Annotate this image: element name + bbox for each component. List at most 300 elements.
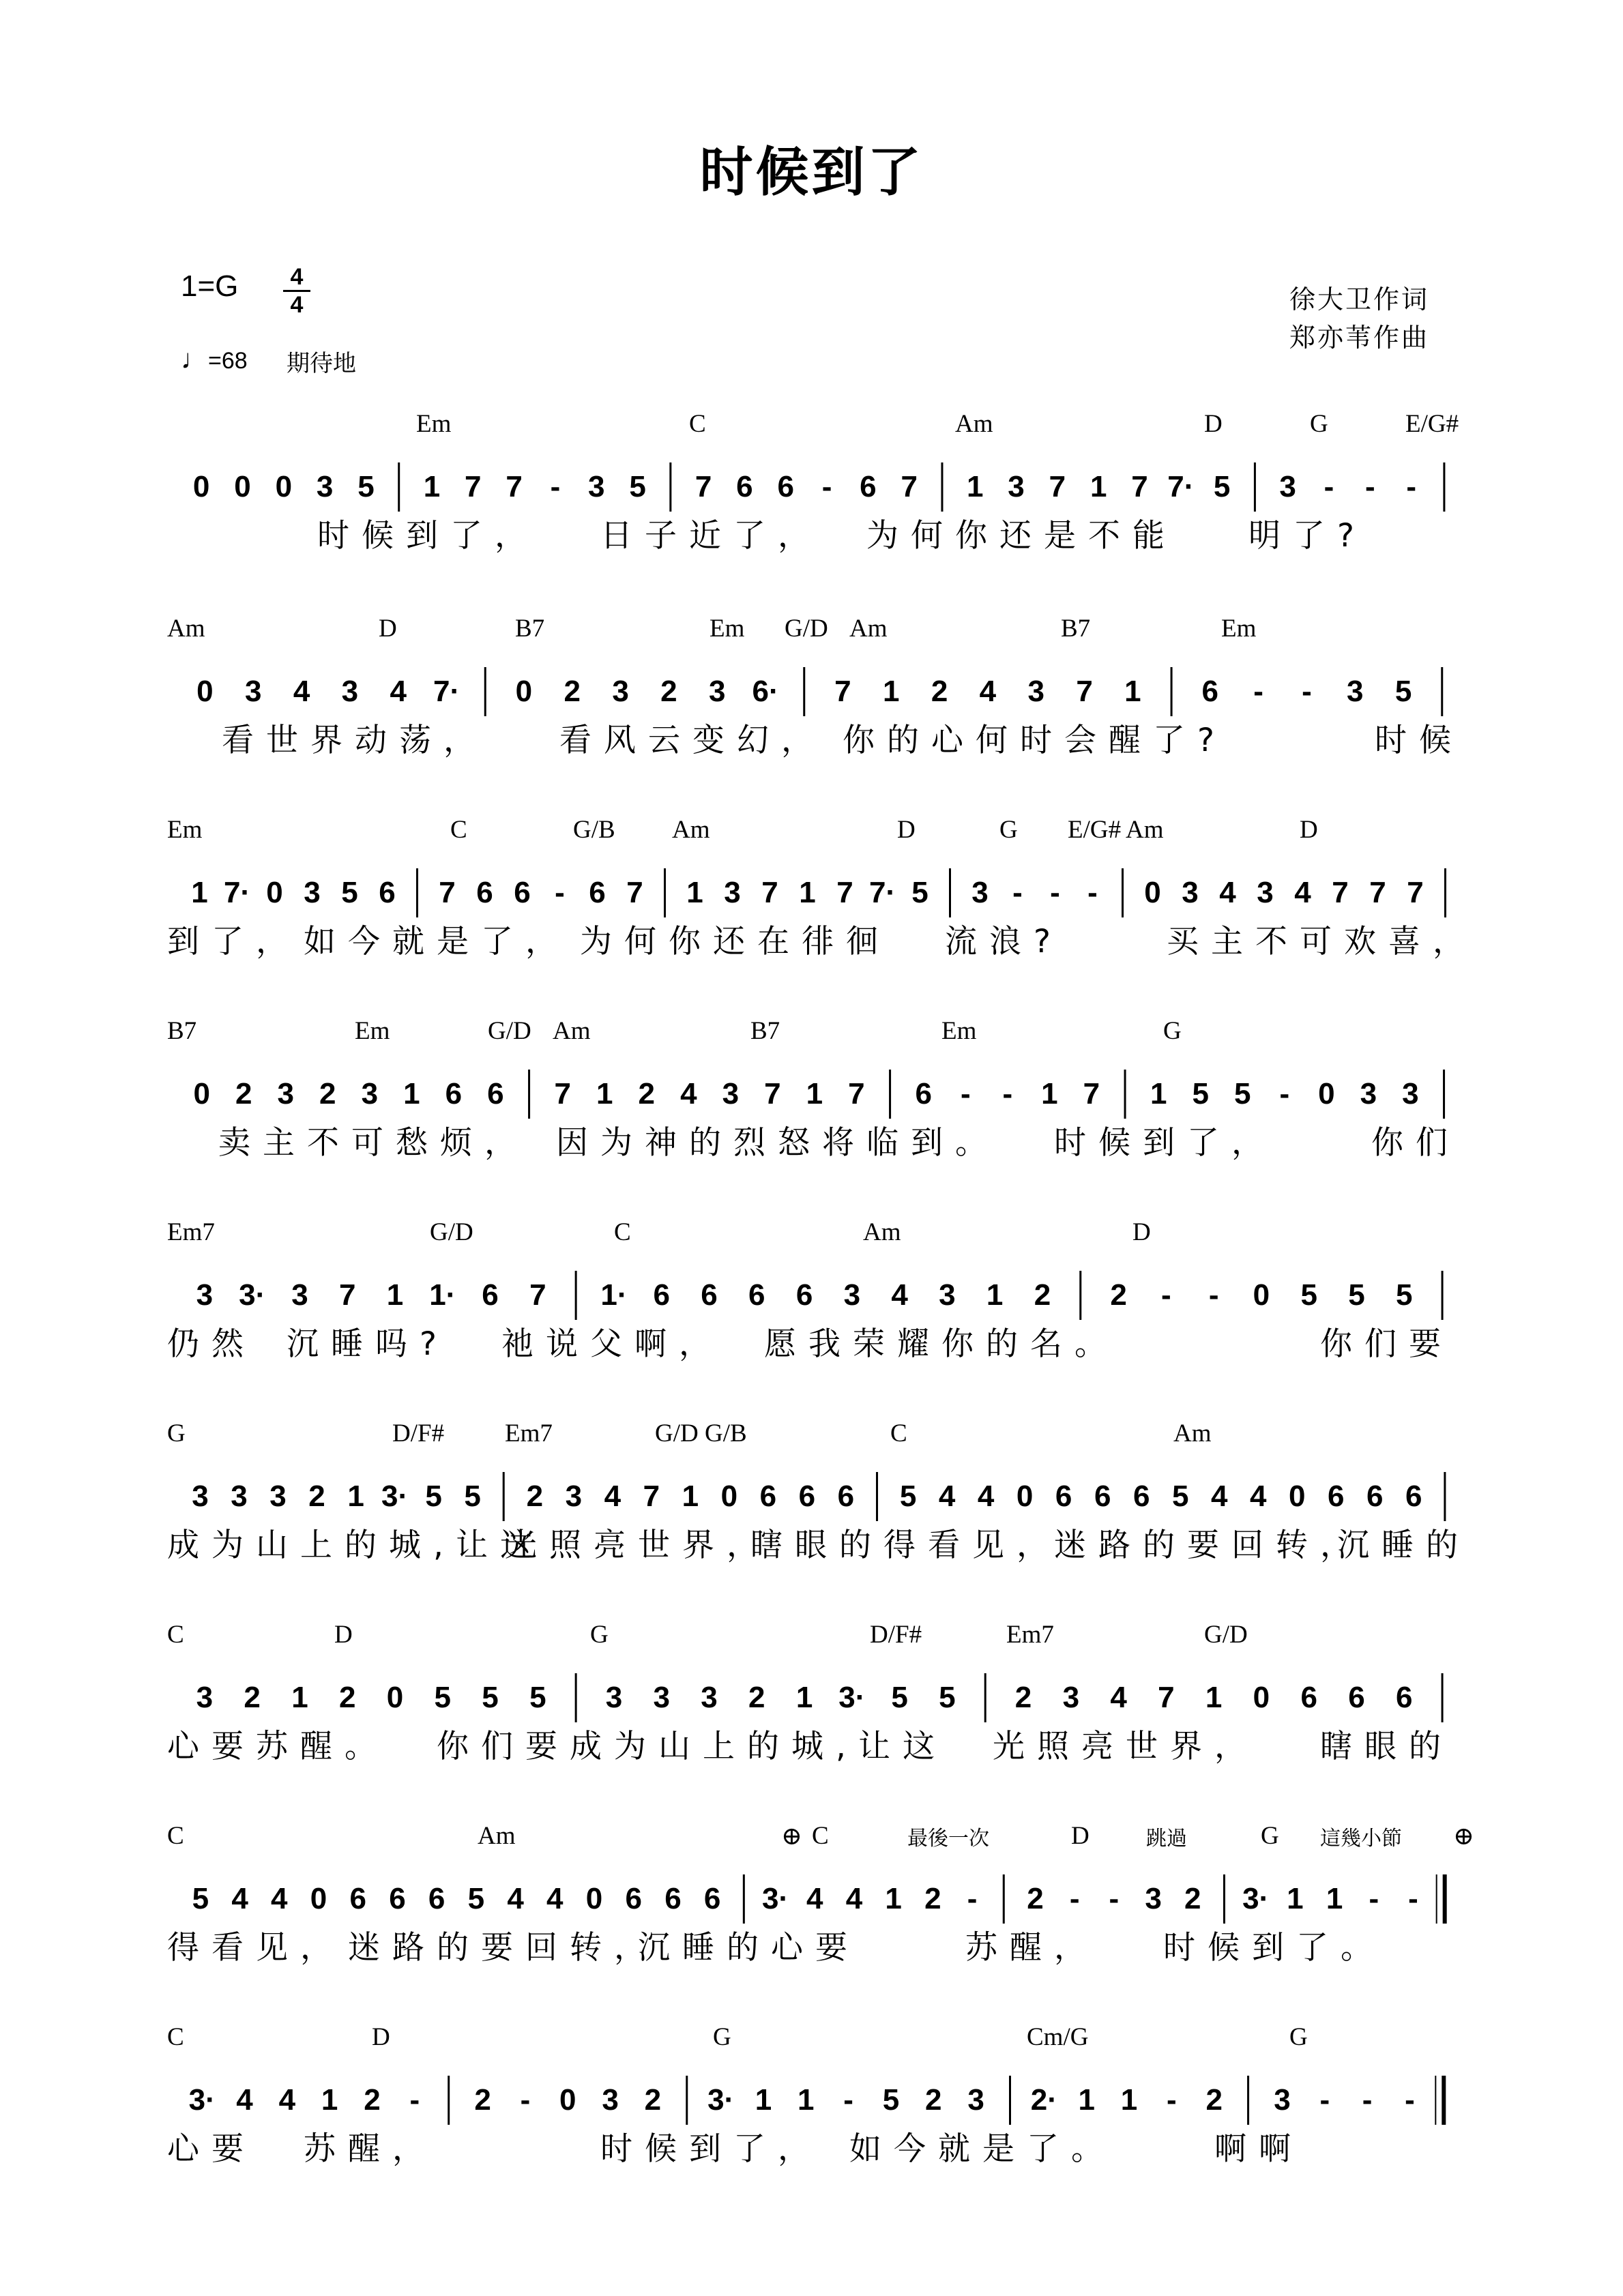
lyric-text: 如今就是了。 xyxy=(849,2130,1115,2168)
note-number: 5 xyxy=(482,1681,499,1714)
note-number: 6 xyxy=(389,1882,406,1915)
expression-mark: 期待地 xyxy=(287,350,356,377)
note-number: 3 xyxy=(196,1278,214,1312)
note-number: 2 xyxy=(931,675,948,708)
chord-row xyxy=(167,2022,1463,2057)
note-number: 5 xyxy=(529,1681,546,1714)
chord-symbol: G/D xyxy=(488,1017,531,1045)
song-title: 时候到了 xyxy=(699,142,924,203)
system-2 xyxy=(167,614,1463,791)
note-number: 4 xyxy=(507,1882,524,1915)
note-number: 1 xyxy=(423,470,441,503)
note-number: 6 xyxy=(428,1882,445,1915)
note-number: 1 xyxy=(1287,1882,1304,1915)
note-number: 4 xyxy=(806,1882,823,1915)
dash-sustain: - xyxy=(1364,470,1375,503)
lyric-row xyxy=(174,715,1463,763)
note-number: 6 xyxy=(1396,1681,1413,1714)
chord-symbol: Am xyxy=(478,1822,516,1850)
note-number: 7 xyxy=(761,876,778,909)
note-number: 6 xyxy=(482,1278,499,1312)
chord-symbol: C xyxy=(614,1218,631,1246)
time-signature-bottom: 4 xyxy=(290,292,304,318)
lyric-text: 为何你还是不能 xyxy=(866,517,1177,555)
note-number: 7 xyxy=(465,470,482,503)
time-signature-top: 4 xyxy=(290,264,304,290)
note-number: 3 xyxy=(1062,1681,1080,1714)
tempo-mark xyxy=(181,344,248,375)
time-signature xyxy=(283,265,310,317)
note-number: 0 xyxy=(585,1882,603,1915)
note-number: 5 xyxy=(1394,675,1412,708)
note-number: 2 xyxy=(474,2083,491,2117)
lyric-text: 心要苏醒。 xyxy=(167,1728,389,1765)
chord-symbol: Am xyxy=(1126,816,1164,844)
dash-sustain: - xyxy=(550,470,561,503)
note-number: 1 xyxy=(799,876,816,909)
note-number: 0 xyxy=(559,2083,576,2117)
note-number: 4 xyxy=(231,1882,248,1915)
chord-symbol: Am xyxy=(955,410,993,438)
note-number: 5 xyxy=(1300,1278,1317,1312)
chord-symbol: Em xyxy=(416,410,452,438)
note-number: 7 xyxy=(626,876,643,909)
lyric-text: 迷路的要回转， xyxy=(1054,1527,1364,1564)
note-number: 1 xyxy=(1326,1882,1343,1915)
lyric-text: 明了? xyxy=(1248,517,1366,555)
note-number: 3 xyxy=(709,675,726,708)
note-number: 7 xyxy=(836,876,853,909)
lyric-text: 卖主不可愁烦， xyxy=(218,1124,529,1162)
lyric-text: 祂说父啊， xyxy=(501,1325,723,1363)
note-number: 4 xyxy=(236,2083,253,2117)
lyric-row xyxy=(167,916,1477,964)
note-number: 3 xyxy=(316,470,334,503)
note-number: 6 xyxy=(589,876,606,909)
note-number: 5 xyxy=(357,470,375,503)
lyric-text: 成为山上的城,让这 xyxy=(167,1527,544,1564)
note-number: 6 xyxy=(514,876,531,909)
note-number: 6 xyxy=(915,1077,933,1110)
note-number: 3 xyxy=(341,675,359,708)
dash-sustain: - xyxy=(843,2083,853,2117)
note-number: 6 xyxy=(703,1882,721,1915)
note-number: 2 xyxy=(235,1077,252,1110)
note-number: 1 xyxy=(1041,1077,1058,1110)
note-number: 6 xyxy=(759,1480,777,1513)
note-number: 7· xyxy=(868,876,896,909)
note-number: 7· xyxy=(1167,470,1195,503)
dash-sustain: - xyxy=(1208,1278,1219,1312)
note-number: 6 xyxy=(860,470,877,503)
lyric-text: 看世界动荡， xyxy=(222,722,488,759)
note-number: 1 xyxy=(885,1882,902,1915)
note-number: 1 xyxy=(1120,2083,1138,2117)
dash-sustain: - xyxy=(1279,1077,1290,1110)
chord-symbol: C xyxy=(689,410,706,438)
chord-symbol: G xyxy=(999,816,1018,844)
note-number: 0 xyxy=(386,1681,404,1714)
note-number: 0 xyxy=(1253,1278,1270,1312)
chord-symbol: D xyxy=(379,615,397,643)
note-number: 2 xyxy=(338,1681,356,1714)
note-number: 7· xyxy=(433,675,460,708)
system-4 xyxy=(167,1016,1463,1194)
note-number: 7 xyxy=(338,1278,356,1312)
note-number: 5 xyxy=(1213,470,1231,503)
chord-symbol: Em xyxy=(941,1017,977,1045)
note-number: 0 xyxy=(193,1077,210,1110)
note-number: 5 xyxy=(434,1681,452,1714)
note-number: 2 xyxy=(925,2083,942,2117)
system-8 xyxy=(167,1821,1475,1999)
note-number: 6 xyxy=(795,1278,813,1312)
note-number: 5 xyxy=(939,1681,956,1714)
chord-row xyxy=(167,1821,1475,1855)
note-number: 3 xyxy=(1347,675,1364,708)
chord-symbol: D/F# xyxy=(392,1419,445,1447)
note-number: 4 xyxy=(1294,876,1311,909)
chord-symbol: C xyxy=(890,1419,907,1447)
note-number: 6 xyxy=(653,1278,670,1312)
note-number: 1 xyxy=(386,1278,404,1312)
note-number: 7 xyxy=(529,1278,546,1312)
note-number: 3 xyxy=(939,1278,956,1312)
note-number: 7 xyxy=(554,1077,572,1110)
lyric-text: 瞎眼的得看见， xyxy=(750,1527,1061,1564)
note-number: 2 xyxy=(1027,1882,1044,1915)
note-number: 6 xyxy=(379,876,396,909)
chord-symbol: Em xyxy=(355,1017,390,1045)
lyric-row xyxy=(174,1117,1463,1165)
chord-symbol: G/B xyxy=(573,816,615,844)
chord-symbol: Am xyxy=(553,1017,591,1045)
system-6 xyxy=(167,1419,1470,1596)
note-number: 7 xyxy=(1083,1077,1100,1110)
dash-sustain: - xyxy=(1050,876,1060,909)
note-number: 4 xyxy=(1219,876,1236,909)
note-number: 3 xyxy=(269,1480,287,1513)
notation-line xyxy=(174,1668,1463,1729)
note-number: 7 xyxy=(1369,876,1386,909)
note-number: 6 xyxy=(487,1077,504,1110)
note-number: 4 xyxy=(1210,1480,1228,1513)
chord-symbol: Am xyxy=(1173,1419,1212,1447)
lyric-text: 得看见， xyxy=(167,1929,345,1967)
note-number: 7· xyxy=(223,876,251,909)
chord-symbol: D xyxy=(1132,1218,1151,1246)
chord-symbol: Em7 xyxy=(505,1419,553,1447)
note-number: 5 xyxy=(891,1681,908,1714)
key-signature: 1=G xyxy=(181,269,239,303)
note-number: 2 xyxy=(1184,1882,1201,1915)
chord-symbol: G xyxy=(590,1621,609,1649)
lyric-text: 时候到了， xyxy=(317,517,539,555)
chord-symbol: Cm/G xyxy=(1027,2023,1089,2051)
lyric-text: 为何你还在徘徊 xyxy=(580,923,890,960)
note-number: 4 xyxy=(278,2083,296,2117)
note-number: 3 xyxy=(291,1278,308,1312)
note-number: 4 xyxy=(390,675,407,708)
note-number: 6 xyxy=(736,470,753,503)
note-number: 1 xyxy=(596,1077,613,1110)
system-1 xyxy=(174,409,1463,587)
note-number: 6 xyxy=(1328,1480,1345,1513)
dash-sustain: - xyxy=(967,1882,978,1915)
lyric-row xyxy=(167,1520,1470,1568)
note-number: 3 xyxy=(602,2083,619,2117)
lyric-text: 沉睡的 xyxy=(1337,1527,1470,1564)
chord-symbol: D xyxy=(897,816,916,844)
note-number: 6 xyxy=(1201,675,1218,708)
chord-symbol: C xyxy=(167,2023,184,2051)
note-number: 0 xyxy=(310,1882,327,1915)
lyric-text: 你的心何时会醒了? xyxy=(843,722,1227,759)
lyric-text: 迷路的要回转， xyxy=(348,1929,658,1967)
note-number: 5 xyxy=(464,1480,481,1513)
note-number: 3 xyxy=(653,1681,670,1714)
note-number: 5 xyxy=(192,1882,209,1915)
note-number: 2 xyxy=(1014,1681,1032,1714)
note-number: 1 xyxy=(403,1077,420,1110)
quarter-note-icon: ♩ xyxy=(181,344,208,374)
lyric-text: 时候 xyxy=(1375,722,1463,759)
dash-sustain: - xyxy=(1319,2083,1330,2117)
dash-sustain: - xyxy=(1405,2083,1415,2117)
note-number: 6 xyxy=(1348,1681,1365,1714)
note-number: 0 xyxy=(1289,1480,1306,1513)
chord-symbol: D xyxy=(334,1621,353,1649)
notation-line xyxy=(174,1265,1463,1327)
note-number: 5 xyxy=(1348,1278,1365,1312)
note-number: 3 xyxy=(1182,876,1199,909)
note-number: 5 xyxy=(467,1882,485,1915)
tempo-value: =68 xyxy=(208,348,248,374)
note-number: 4 xyxy=(604,1480,622,1513)
chord-symbol: G/D G/B xyxy=(655,1419,747,1447)
lyric-text: 因为神的烈怒将临到。 xyxy=(556,1124,999,1162)
chord-symbol: D xyxy=(1300,816,1318,844)
note-number: 1· xyxy=(600,1278,628,1312)
note-number: 0 xyxy=(1144,876,1161,909)
note-number: 4 xyxy=(891,1278,908,1312)
chord-symbol: Am xyxy=(672,816,710,844)
coda-icon: ⊕ xyxy=(1453,1823,1475,1851)
note-number: 1 xyxy=(798,2083,815,2117)
dash-sustain: - xyxy=(1161,1278,1171,1312)
note-number: 5 xyxy=(425,1480,442,1513)
notation-line xyxy=(174,863,1463,924)
system-3 xyxy=(167,815,1477,992)
note-number: 0 xyxy=(1318,1077,1335,1110)
chord-symbol: Am xyxy=(167,615,205,643)
dash-sustain: - xyxy=(1253,675,1263,708)
note-number: 5 xyxy=(341,876,358,909)
note-number: 3 xyxy=(605,1681,623,1714)
note-number: 2 xyxy=(364,2083,381,2117)
note-number: 1 xyxy=(806,1077,823,1110)
lyric-text: 到了， xyxy=(167,923,300,960)
chord-row xyxy=(167,1016,1463,1050)
lyric-text: 买主不可欢喜， xyxy=(1167,923,1477,960)
note-number: 3 xyxy=(843,1278,861,1312)
chord-row xyxy=(167,1620,1463,1654)
note-number: 0 xyxy=(1253,1681,1270,1714)
note-number: 3 xyxy=(967,2083,984,2117)
note-number: 0 xyxy=(192,470,210,503)
note-number: 3 xyxy=(245,675,262,708)
notation-line xyxy=(174,457,1463,518)
system-5 xyxy=(167,1218,1463,1395)
note-number: 3 xyxy=(277,1077,295,1110)
note-number: 6 xyxy=(1405,1480,1422,1513)
chord-symbol: D xyxy=(1071,1822,1090,1850)
note-number: 3 xyxy=(1145,1882,1162,1915)
note-number: 7 xyxy=(1158,1681,1175,1714)
lyric-text: 愿我荣耀你的名。 xyxy=(764,1325,1119,1363)
note-number: 6 xyxy=(777,470,794,503)
note-number: 3· xyxy=(188,2083,216,2117)
composer-credit: 郑亦苇作曲 xyxy=(1289,323,1430,353)
note-number: 3 xyxy=(1279,470,1296,503)
lyric-text: 看风云变幻， xyxy=(559,722,825,759)
note-number: 4 xyxy=(845,1882,863,1915)
note-number: 4 xyxy=(293,675,310,708)
lyric-text: 沉睡吗? xyxy=(287,1325,449,1363)
chord-symbol: G/D xyxy=(785,615,828,643)
note-number: 1 xyxy=(1090,470,1107,503)
note-number: 6 xyxy=(625,1882,642,1915)
chord-symbol: B7 xyxy=(750,1017,780,1045)
note-number: 2 xyxy=(526,1480,544,1513)
chord-symbol: G xyxy=(167,1419,186,1447)
dash-sustain: - xyxy=(1302,675,1312,708)
notation-line xyxy=(174,1064,1463,1125)
note-number: 7 xyxy=(848,1077,865,1110)
dash-sustain: - xyxy=(1087,876,1098,909)
note-number: 7 xyxy=(1049,470,1066,503)
note-number: 3 xyxy=(192,1480,209,1513)
note-number: 4 xyxy=(979,675,997,708)
dash-sustain: - xyxy=(520,2083,531,2117)
lyric-row xyxy=(167,1721,1463,1769)
note-number: 2 xyxy=(924,1882,941,1915)
lyric-text: 如今就是了， xyxy=(304,923,570,960)
dash-sustain: - xyxy=(1012,876,1023,909)
dash-sustain: - xyxy=(1109,1882,1120,1915)
skip-marker: 跳過 xyxy=(1146,1827,1187,1851)
note-number: 3 xyxy=(1360,1077,1377,1110)
chord-symbol: G/D xyxy=(1204,1621,1248,1649)
notation-line xyxy=(174,1869,1463,1930)
chord-row xyxy=(167,614,1463,648)
note-number: 0 xyxy=(275,470,293,503)
note-number: 7 xyxy=(1131,470,1148,503)
note-number: 6 xyxy=(476,876,493,909)
lyric-text: 日子近了， xyxy=(600,517,822,555)
note-number: 3 xyxy=(231,1480,248,1513)
note-number: 1 xyxy=(1124,675,1141,708)
note-number: 1 xyxy=(191,876,208,909)
note-number: 6 xyxy=(664,1882,682,1915)
lyric-text: 你们要成为山上的城,让这 xyxy=(437,1728,947,1765)
note-number: 6 xyxy=(1055,1480,1072,1513)
note-number: 2 xyxy=(1034,1278,1051,1312)
note-number: 3· xyxy=(838,1681,866,1714)
note-number: 5 xyxy=(882,2083,900,2117)
note-number: 6 xyxy=(445,1077,463,1110)
note-number: 5 xyxy=(1234,1077,1251,1110)
chord-symbol: G xyxy=(1289,2023,1308,2051)
note-number: 0 xyxy=(1016,1480,1034,1513)
note-number: 0 xyxy=(266,876,283,909)
notation-line xyxy=(174,2070,1463,2132)
note-number: 2 xyxy=(308,1480,325,1513)
chord-symbol: C xyxy=(812,1822,829,1850)
dash-sustain: - xyxy=(555,876,565,909)
note-number: 1 xyxy=(1205,1681,1223,1714)
note-number: 7 xyxy=(1332,876,1349,909)
note-number: 2 xyxy=(644,2083,662,2117)
dash-sustain: - xyxy=(1362,2083,1373,2117)
note-number: 7 xyxy=(1076,675,1093,708)
coda-icon: ⊕ xyxy=(781,1823,803,1851)
note-number: 4 xyxy=(680,1077,697,1110)
note-number: 1 xyxy=(755,2083,772,2117)
note-number: 2 xyxy=(748,1681,765,1714)
note-number: 4 xyxy=(271,1882,288,1915)
note-number: 7 xyxy=(694,470,712,503)
lyric-text: 光照亮世界， xyxy=(993,1728,1259,1765)
lyric-text: 光照亮世界， xyxy=(505,1527,771,1564)
dash-sustain: - xyxy=(1002,1077,1013,1110)
note-number: 7 xyxy=(901,470,918,503)
dash-sustain: - xyxy=(1069,1882,1080,1915)
note-number: 2 xyxy=(319,1077,336,1110)
lyric-text: 你们 xyxy=(1371,1124,1460,1162)
lyric-row xyxy=(167,1922,1463,1970)
note-number: 3 xyxy=(588,470,605,503)
chord-symbol: C xyxy=(167,1621,184,1649)
note-number: 3 xyxy=(304,876,321,909)
note-number: 0 xyxy=(515,675,533,708)
chord-row xyxy=(174,409,1463,443)
note-number: 1 xyxy=(883,675,900,708)
note-number: 3· xyxy=(707,2083,735,2117)
note-number: 3 xyxy=(701,1681,718,1714)
note-number: 3 xyxy=(196,1681,214,1714)
lyric-text: 流浪? xyxy=(945,923,1063,960)
chord-symbol: B7 xyxy=(515,615,545,643)
lyric-row xyxy=(174,510,1463,558)
note-number: 3 xyxy=(612,675,629,708)
note-number: 3 xyxy=(565,1480,583,1513)
note-number: 0 xyxy=(234,470,251,503)
note-number: 0 xyxy=(196,675,214,708)
dash-sustain: - xyxy=(821,470,832,503)
dash-sustain: - xyxy=(960,1077,971,1110)
note-number: 3 xyxy=(1027,675,1044,708)
lyric-text: 仍然 xyxy=(167,1325,256,1363)
note-number: 1 xyxy=(291,1681,308,1714)
chord-row xyxy=(167,1419,1463,1453)
note-number: 7 xyxy=(643,1480,660,1513)
note-number: 4 xyxy=(546,1882,564,1915)
dash-sustain: - xyxy=(409,2083,420,2117)
lyric-row xyxy=(167,1319,1463,1366)
chord-symbol: D xyxy=(1204,410,1223,438)
lyric-text: 心要 xyxy=(167,2130,256,2168)
